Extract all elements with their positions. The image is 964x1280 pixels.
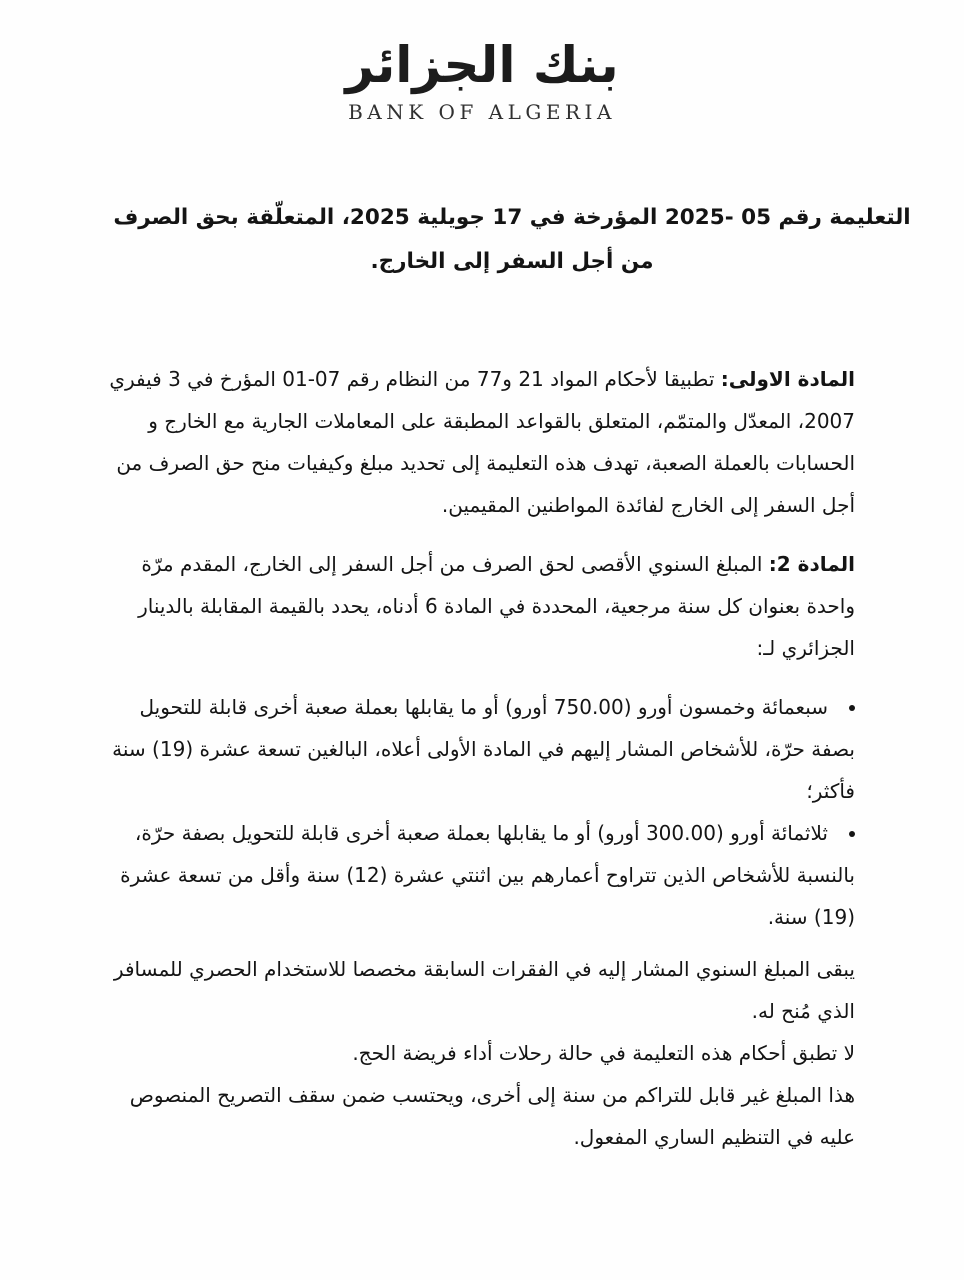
article-2-lead: المادة 2:: [768, 551, 855, 576]
article-1-text: تطبيقا لأحكام المواد 21 و77 من النظام رقم 07-01 المؤرخ في 3 فيفري 2007، المعدّل والمتمّم، المتعلق بالقواعد المطبقة على المعاملات الجارية مع الخارج و الحسابات بالعملة الصعبة، تهدف هذه التعليمة إلى تحديد مبلغ وكيفيات منح حق الصرف من أجل السفر إلى الخارج لفائدة المواطنين المقيمين.: [109, 366, 855, 517]
document-body: [100, 358, 855, 1158]
article-1-lead: المادة الاولى:: [720, 366, 855, 391]
article-2-paragraph: [100, 543, 855, 669]
allowance-item-adults: • سبعمائة وخمسون أورو (750.00 أورو) أو ما يقابلها بعملة صعبة أخرى قابلة للتحويل بصفة حرّة، للأشخاص المشار إليهم في المادة الأولى أعلاه، البالغين تسعة عشرة (19) سنة فأكثر؛: [100, 686, 855, 812]
document-title: [60, 196, 964, 284]
article-1-paragraph: [100, 358, 855, 526]
article-2-text: المبلغ السنوي الأقصى لحق الصرف من أجل السفر إلى الخارج، المقدم مرّة واحدة بعنوان كل سنة مرجعية، المحددة في المادة 6 أدناه، يحدد بالقيمة المقابلة بالدينار الجزائري لـ:: [138, 551, 855, 660]
hajj-exception-paragraph: لا تطبق أحكام هذه التعليمة في حالة رحلات أداء فريضة الحج.: [352, 1040, 855, 1065]
non-cumulative-paragraph: هذا المبلغ غير قابل للتراكم من سنة إلى أخرى، ويحتسب ضمن سقف التصريح المنصوص عليه في التنظيم الساري المفعول.: [129, 1082, 855, 1149]
allowance-item-minors: • ثلاثمائة أورو (300.00 أورو) أو ما يقابلها بعملة صعبة أخرى قابلة للتحويل بصفة حرّة، بالنسبة للأشخاص الذين تتراوح أعمارهم بين اثنتي عشرة (12) سنة وأقل من تسعة عشرة (19) سنة.: [100, 812, 855, 938]
bank-logo-arabic-calligraphy: بنك الجزائر: [345, 36, 619, 94]
allowance-amounts-list: [100, 686, 855, 938]
exclusive-use-paragraph: يبقى المبلغ السنوي المشار إليه في الفقرات السابقة مخصصا للاستخدام الحصري للمسافر الذي مُنح له.: [113, 956, 855, 1023]
document-title-line2: من أجل السفر إلى الخارج.: [370, 248, 654, 274]
bank-logo-english-label: BANK OF ALGERIA: [348, 99, 616, 124]
document-title-line1: التعليمة رقم 05 -2025 المؤرخة في 17 جويلية 2025، المتعلّقة بحق الصرف: [113, 204, 911, 230]
bank-logo: [0, 0, 964, 124]
